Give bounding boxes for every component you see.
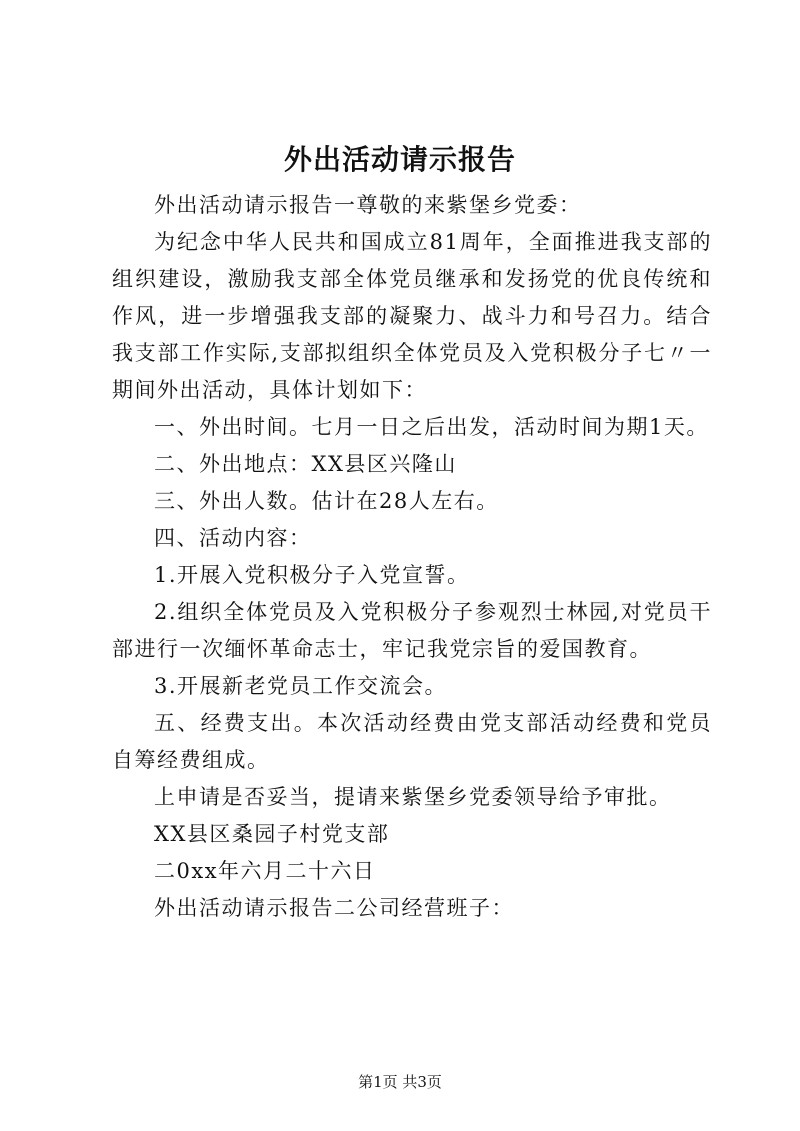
intro-paragraph: 为纪念中华人民共和国成立81周年，全面推进我支部的组织建设，激励我支部全体党员继承和发扬党的优良传统和作风，进一步增强我支部的凝聚力、战斗力和号召力。结合我支部工作实际,支部拟组织全体党员及入党积极分子七〃一期间外出活动，具体计划如下： <box>112 230 712 402</box>
content-item-1: 1.开展入党积极分子入党宣誓。 <box>154 563 470 587</box>
content-item-2: 2.组织全体党员及入党积极分子参观烈士林园,对党员干部进行一次缅怀革命志士，牢记我党宗旨的爱国教育。 <box>112 600 712 661</box>
time-paragraph: 一、外出时间。七月一日之后出发，活动时间为期1天。 <box>154 415 709 439</box>
location-paragraph: 二、外出地点：XX县区兴隆山 <box>154 452 457 476</box>
second-report-salutation: 外出活动请示报告二公司经营班子： <box>154 896 514 920</box>
page-footer: 第1页 共3页 <box>358 1073 442 1091</box>
salutation-paragraph: 外出活动请示报告一尊敬的来紫堡乡党委： <box>154 193 582 217</box>
request-paragraph: 上申请是否妥当，提请来紫堡乡党委领导给予审批。 <box>154 785 672 809</box>
content-item-3: 3.开展新老党员工作交流会。 <box>154 674 448 698</box>
signature-org: XX县区桑园子村党支部 <box>154 822 390 846</box>
document-body <box>112 187 712 927</box>
budget-paragraph: 五、经费支出。本次活动经费由党支部活动经费和党员自筹经费组成。 <box>112 711 712 772</box>
content-heading-paragraph: 四、活动内容： <box>154 526 312 550</box>
document-title: 外出活动请示报告 <box>283 143 516 176</box>
headcount-paragraph: 三、外出人数。估计在28人左右。 <box>154 489 499 513</box>
signature-date: 二0xx年六月二十六日 <box>154 859 376 883</box>
